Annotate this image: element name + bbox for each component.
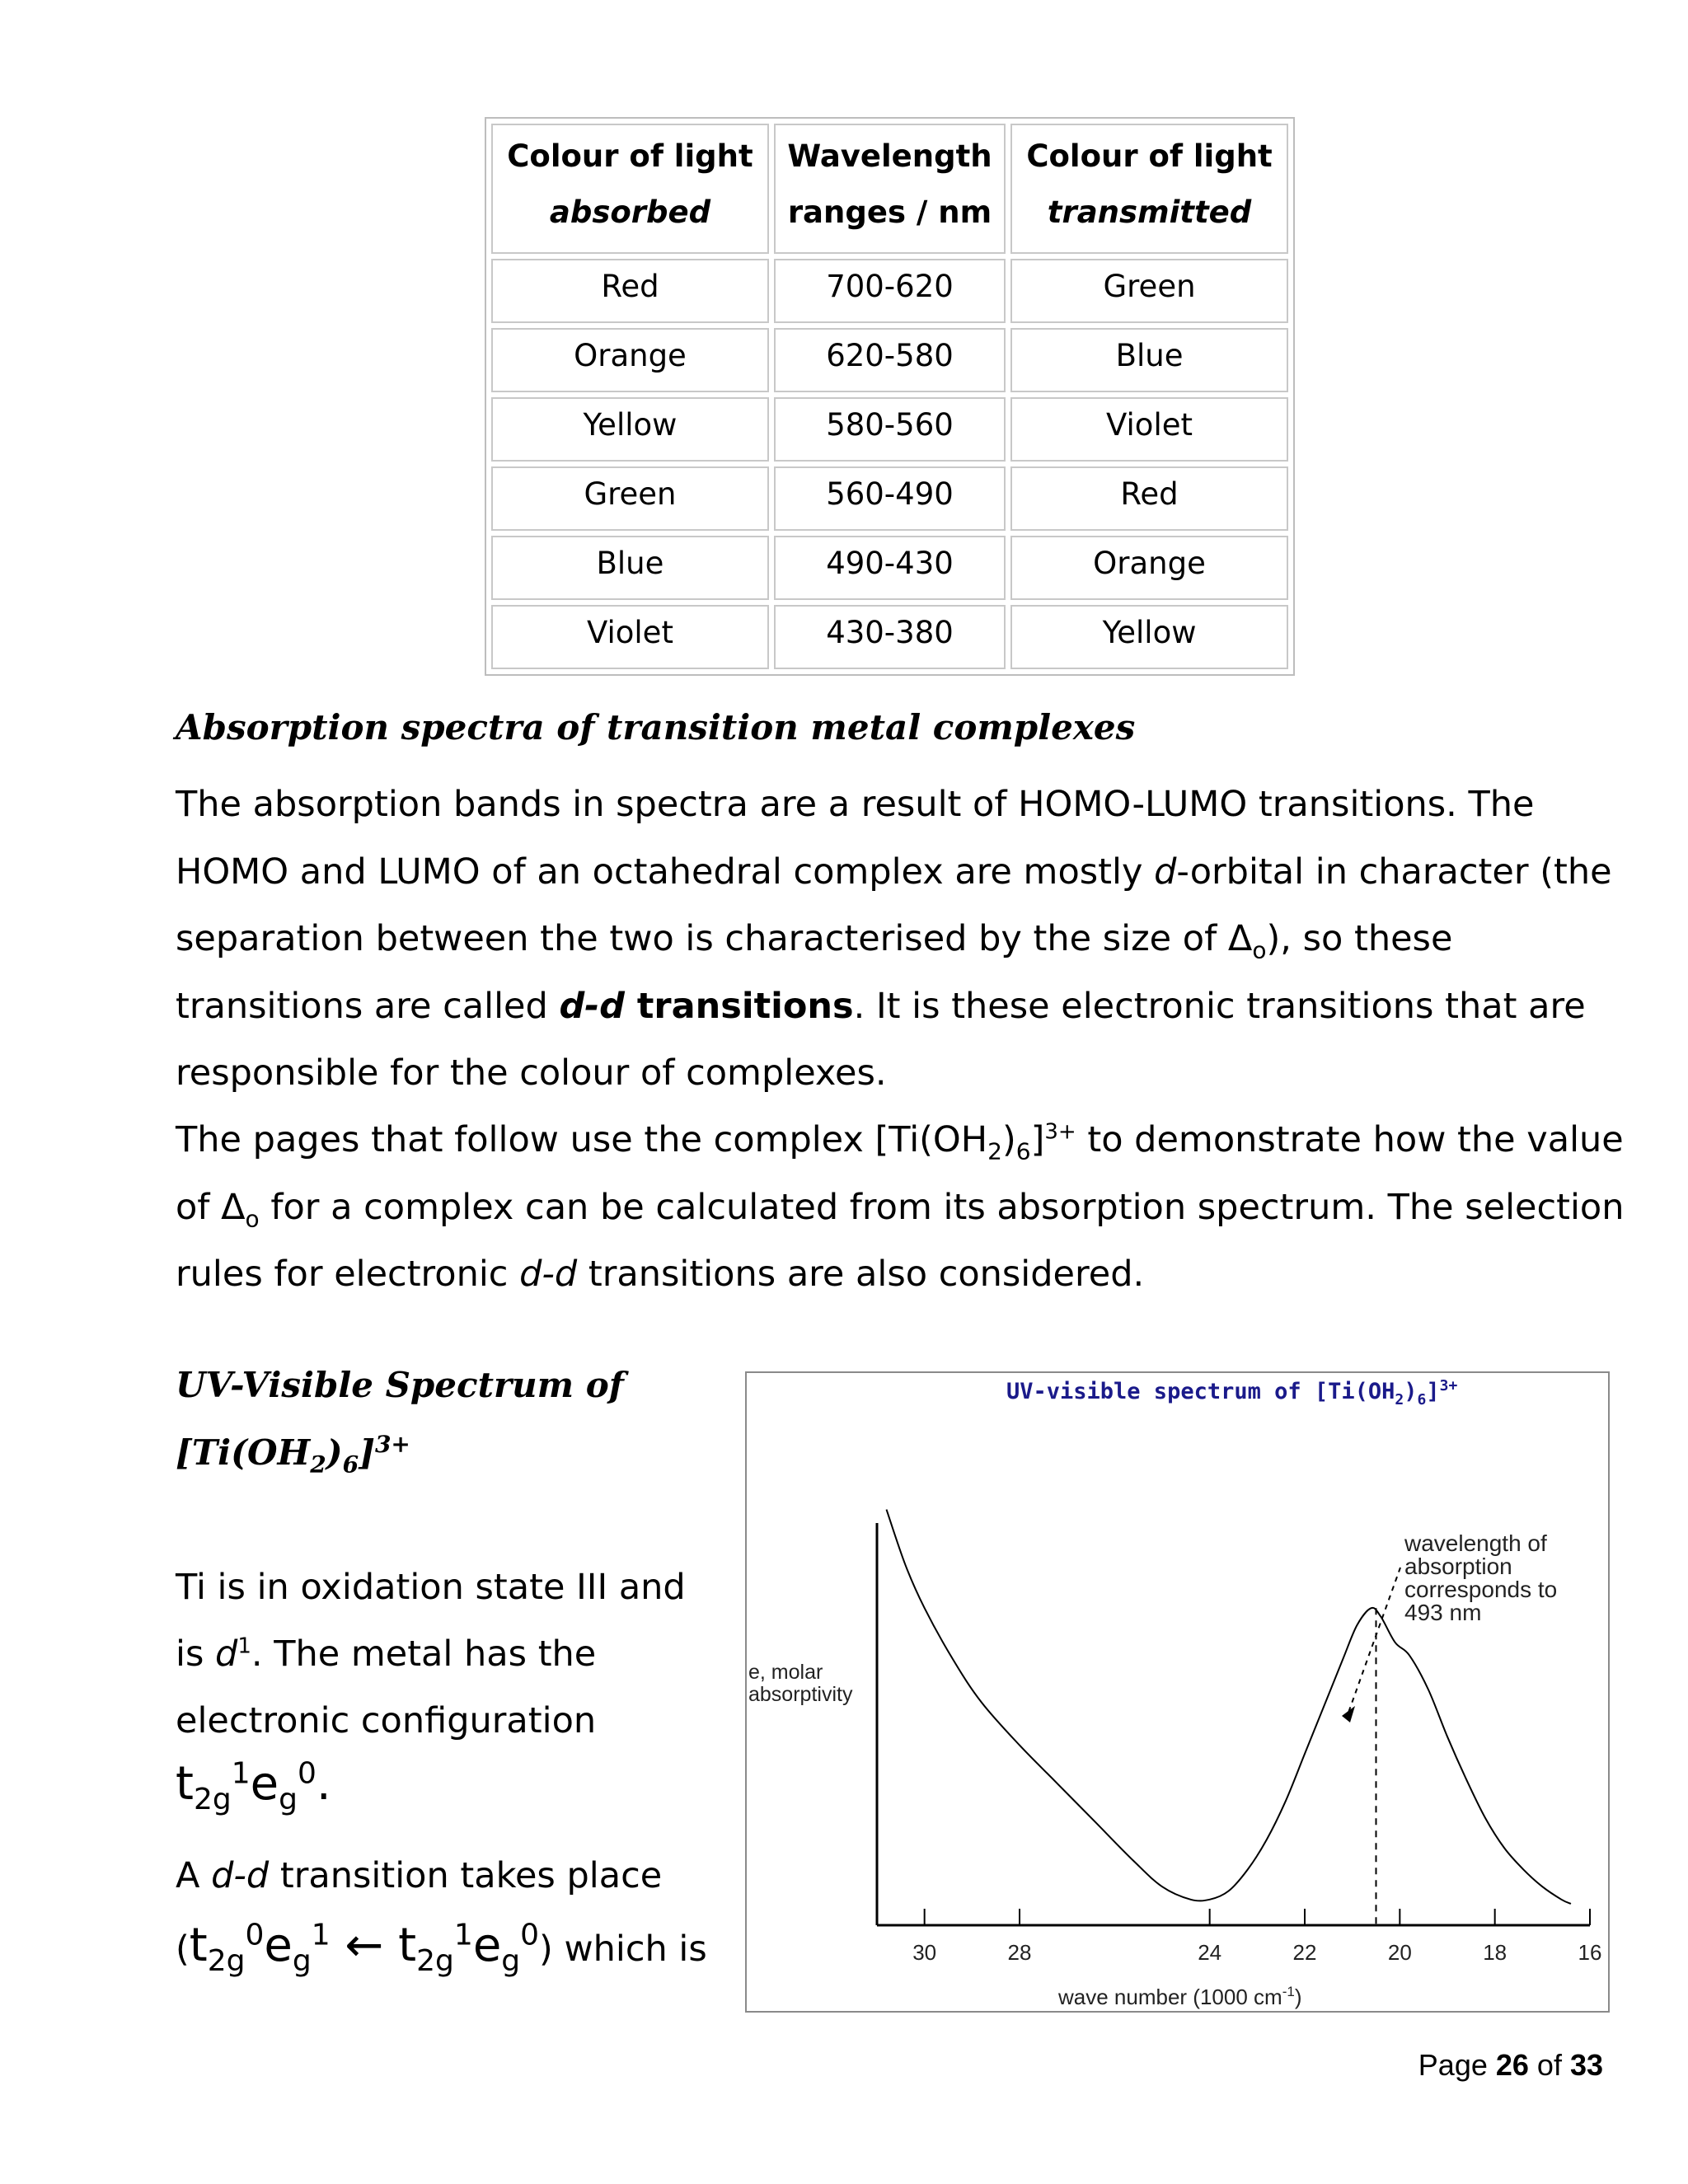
x-tick-label: 30 — [912, 1940, 937, 1965]
x-tick-label: 18 — [1483, 1940, 1507, 1965]
table-row — [491, 605, 1288, 669]
peak-annotation — [1342, 1530, 1557, 1722]
page-footer: Page 26 of 33 — [1418, 2048, 1603, 2082]
y-axis-label: absorptivity — [748, 1683, 853, 1706]
table-row — [491, 466, 1288, 531]
y-axis-label: e, molar — [748, 1661, 823, 1684]
x-tick-label: 16 — [1578, 1940, 1602, 1965]
chart-canvas — [747, 1373, 1611, 2014]
section-heading-uv-visible: UV-Visible Spectrum of $[Ti(OH_2)_6]^{3+}$ — [176, 1365, 624, 1479]
table-cell: Violet — [1010, 397, 1288, 462]
table-row — [491, 397, 1288, 462]
table-row — [491, 259, 1288, 323]
x-tick-label: 24 — [1198, 1940, 1222, 1965]
paragraph-oxidation-state: Ti is in oxidation state III and is $d^1$. The metal has the electronic configuration — [176, 1567, 686, 1741]
table-cell: Green — [1010, 259, 1288, 323]
x-tick-label: 20 — [1387, 1940, 1412, 1965]
uv-visible-spectrum-chart — [745, 1371, 1610, 2013]
table-row — [491, 328, 1288, 392]
table-cell: Blue — [1010, 328, 1288, 392]
table-cell: Violet — [491, 605, 769, 669]
table-cell: 580-560 — [774, 397, 1006, 462]
table-cell: 700-620 — [774, 259, 1006, 323]
table-cell: 620-580 — [774, 328, 1006, 392]
table-cell: Green — [491, 466, 769, 531]
annotation-arrowhead — [1342, 1706, 1355, 1722]
section-heading-absorption: Absorption spectra of transition metal complexes — [176, 707, 1136, 748]
paragraph-ti-complex: The pages that follow use the complex $[Ti(OH_2)_6]^{3+}$ to demonstrate how the value of $\Delta_o$ for a complex can be calculated from its absorption spectrum. The selection rules for electronic d-d transitions are also considered. — [176, 1119, 1625, 1295]
table-cell: Orange — [1010, 536, 1288, 600]
table-header-cell: Colour of light absorbed — [491, 124, 769, 254]
table-header-cell: Wavelength ranges / nm — [774, 124, 1006, 254]
colour-table — [485, 117, 1295, 676]
transition-equation: ($t_{2g}^0e_g^1$ ← $t_{2g}^1e_g^0$) which is — [176, 1918, 707, 1979]
table-cell: Red — [1010, 466, 1288, 531]
paragraph-homo-lumo: The absorption bands in spectra are a result of HOMO-LUMO transitions. The HOMO and LUMO of an octahedral complex are mostly d-orbital in character (the separation between the two is characterised by the size of $\Delta_o$), so these transitions are called d-d transitions. It is these electronic transitions that are responsible for the colour of complexes. — [176, 784, 1612, 1094]
electron-configuration: $t_{2g}^1e_g^0$. — [176, 1756, 331, 1817]
chart-title: UV-visible spectrum of $[Ti(OH_2)_6]^{3+}$ — [1006, 1377, 1458, 1408]
annotation-line: absorption — [1404, 1554, 1512, 1579]
table-header-cell: Colour of light transmitted — [1010, 124, 1288, 254]
table-cell: Blue — [491, 536, 769, 600]
table-cell: Red — [491, 259, 769, 323]
x-axis-label: wave number (1000 $cm^{-1}$) — [1058, 1984, 1302, 2009]
annotation-arrow — [1348, 1568, 1400, 1713]
table-cell: 490-430 — [774, 536, 1006, 600]
table-cell: Yellow — [1010, 605, 1288, 669]
table-cell: 430-380 — [774, 605, 1006, 669]
annotation-line: 493 nm — [1404, 1600, 1482, 1625]
annotation-line: corresponds to — [1404, 1577, 1558, 1602]
table-cell: Yellow — [491, 397, 769, 462]
annotation-line: wavelength of — [1404, 1530, 1547, 1556]
x-tick-label: 28 — [1007, 1940, 1032, 1965]
x-tick-label: 22 — [1292, 1940, 1317, 1965]
table-cell: Orange — [491, 328, 769, 392]
table-row — [491, 536, 1288, 600]
table-header-row — [491, 124, 1288, 254]
table-cell: 560-490 — [774, 466, 1006, 531]
paragraph-dd-transition: A d-d transition takes place — [176, 1855, 663, 1896]
